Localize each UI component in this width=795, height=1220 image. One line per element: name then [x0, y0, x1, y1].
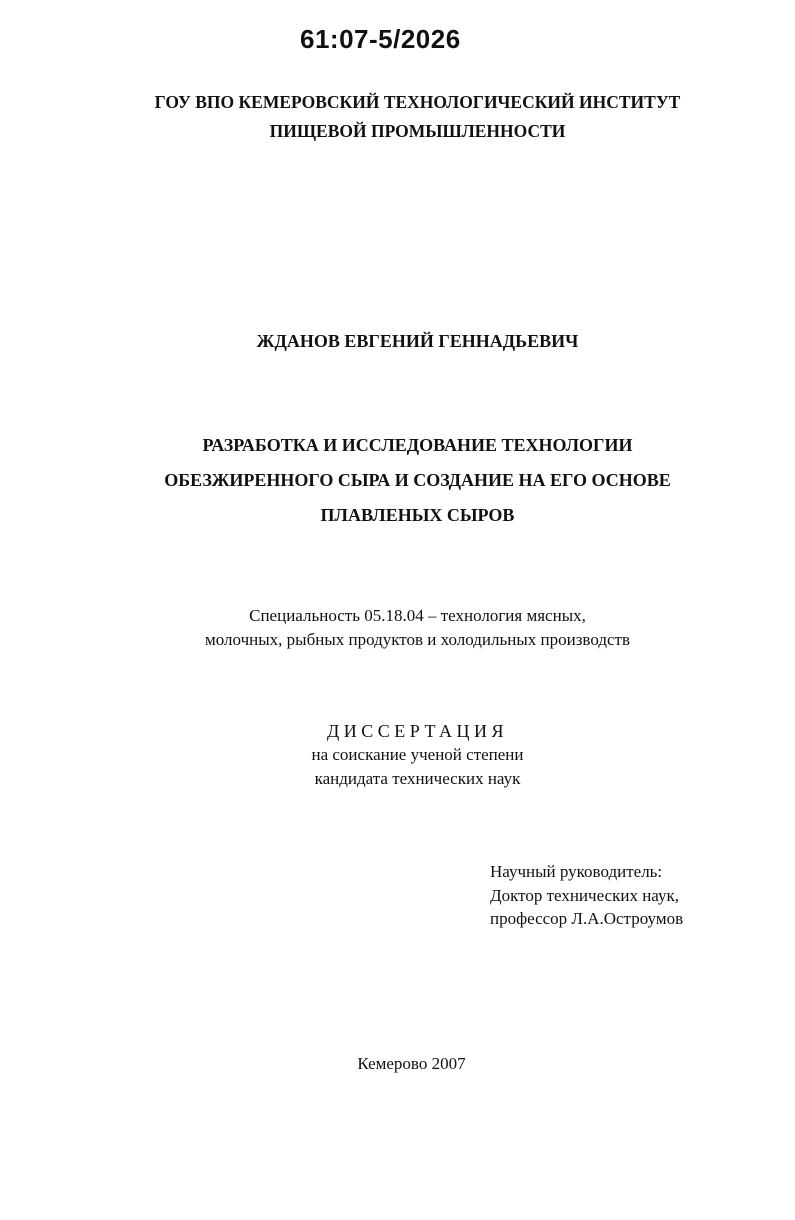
institution-line-1: ГОУ ВПО КЕМЕРОВСКИЙ ТЕХНОЛОГИЧЕСКИЙ ИНСТИТУТ [154, 92, 681, 112]
dissertation-degree [0, 719, 795, 791]
institution-line-2: ПИЩЕВОЙ ПРОМЫШЛЕННОСТИ [269, 121, 566, 141]
specialty [0, 604, 795, 652]
title-line-1: РАЗРАБОТКА И ИССЛЕДОВАНИЕ ТЕХНОЛОГИИ [202, 435, 633, 455]
degree-line-2: кандидата технических наук [314, 769, 521, 788]
title-line-3: ПЛАВЛЕНЫХ СЫРОВ [320, 505, 515, 525]
dissertation-title [0, 428, 795, 533]
supervisor-block [490, 860, 683, 931]
degree-line-1: на соискание ученой степени [311, 745, 524, 764]
institution-header [0, 88, 795, 146]
supervisor-line-1: Научный руководитель: [490, 862, 663, 881]
supervisor-line-3: профессор Л.А.Остроумов [490, 909, 684, 928]
title-line-2: ОБЕЗЖИРЕННОГО СЫРА И СОЗДАНИЕ НА ЕГО ОСНОВЕ [164, 470, 671, 490]
catalog-stamp: 61:07-5/2026 [300, 24, 461, 54]
dissertation-heading: ДИССЕРТАЦИЯ [326, 721, 509, 741]
author-name: ЖДАНОВ ЕВГЕНИЙ ГЕННАДЬЕВИЧ [256, 331, 579, 351]
city-year: Кемерово 2007 [357, 1054, 466, 1073]
supervisor-line-2: Доктор технических наук, [490, 885, 679, 905]
specialty-line-1: Специальность 05.18.04 – технология мясных, [249, 606, 586, 625]
specialty-line-2: молочных, рыбных продуктов и холодильных производств [205, 630, 630, 649]
